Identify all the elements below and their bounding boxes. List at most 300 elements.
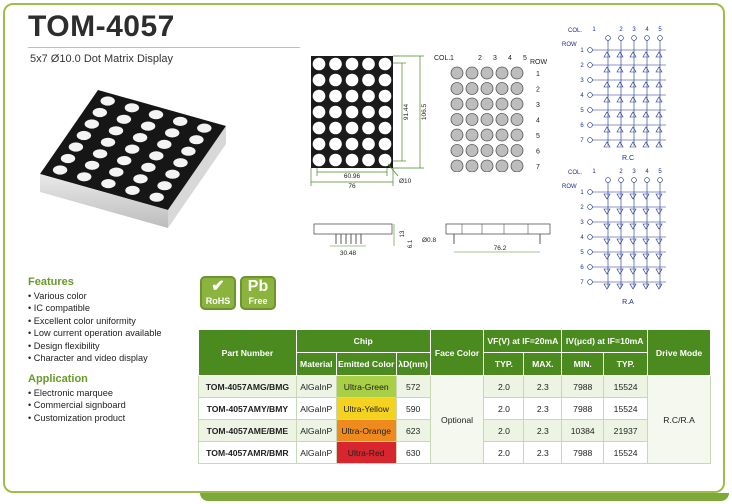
led-diode-icon bbox=[604, 239, 610, 244]
title-divider bbox=[28, 47, 300, 48]
dim-side-height-1: 13 bbox=[400, 230, 406, 238]
led-diode-icon bbox=[604, 82, 610, 87]
circuit-row-number: 6 bbox=[580, 123, 584, 129]
pinout-led-dot bbox=[466, 83, 478, 95]
side-view-pins-drawing bbox=[308, 222, 418, 260]
led-diode-icon bbox=[617, 52, 623, 57]
photo-led-dot bbox=[141, 122, 155, 131]
features-list bbox=[28, 290, 161, 364]
front-led-dot bbox=[346, 122, 359, 135]
pinout-row-number: 7 bbox=[536, 164, 540, 171]
photo-led-dot bbox=[181, 147, 195, 156]
photo-led-dot bbox=[109, 126, 123, 135]
front-led-dot bbox=[379, 74, 392, 87]
circuit-row-number: 5 bbox=[580, 108, 584, 114]
led-diode-icon bbox=[604, 224, 610, 229]
led-diode-icon bbox=[630, 194, 636, 199]
led-diode-icon bbox=[617, 209, 623, 214]
led-diode-icon bbox=[604, 127, 610, 132]
photo-led-dot bbox=[173, 158, 187, 167]
led-diode-icon bbox=[656, 194, 662, 199]
photo-led-dot bbox=[173, 117, 187, 126]
photo-led-dot bbox=[157, 140, 171, 149]
led-diode-icon bbox=[604, 254, 610, 259]
vf-typ-cell: 2.0 bbox=[484, 420, 524, 442]
free-label: Free bbox=[248, 296, 268, 306]
circuit-col-number: 5 bbox=[658, 169, 662, 175]
led-diode-icon bbox=[617, 112, 623, 117]
led-diode-icon bbox=[643, 97, 649, 102]
circuit-pin-icon bbox=[588, 205, 593, 210]
front-led-dot bbox=[329, 90, 342, 103]
circuit-row-number: 2 bbox=[580, 63, 584, 69]
header-lambda: λD(nm) bbox=[396, 353, 430, 376]
application-item: • Customization product bbox=[28, 412, 126, 424]
circuit-pin-icon bbox=[588, 108, 593, 113]
front-led-dot bbox=[346, 138, 359, 151]
vf-max-cell: 2.3 bbox=[524, 420, 562, 442]
pinout-row-number: 3 bbox=[536, 102, 540, 109]
circuit-pin-icon bbox=[588, 220, 593, 225]
side-view-width-drawing bbox=[420, 222, 560, 260]
led-diode-icon bbox=[630, 239, 636, 244]
vf-typ-cell: 2.0 bbox=[484, 398, 524, 420]
lambda-cell: 590 bbox=[396, 398, 430, 420]
front-led-dot bbox=[313, 58, 326, 71]
circuit-row-number: 6 bbox=[580, 265, 584, 271]
led-diode-icon bbox=[643, 194, 649, 199]
led-diode-icon bbox=[617, 82, 623, 87]
material-cell: AlGaInP bbox=[296, 420, 336, 442]
circuit-pin-icon bbox=[606, 36, 611, 41]
circuit-row-number: 1 bbox=[580, 190, 584, 196]
dim-height-outer: 106.5 bbox=[421, 103, 428, 121]
circuit-pin-icon bbox=[632, 36, 637, 41]
photo-led-dot bbox=[53, 165, 67, 174]
front-led-dot bbox=[329, 154, 342, 167]
pinout-led-dot bbox=[481, 129, 493, 141]
front-led-dot bbox=[379, 138, 392, 151]
led-diode-icon bbox=[630, 127, 636, 132]
front-led-dot bbox=[329, 74, 342, 87]
pinout-led-dot bbox=[496, 98, 508, 110]
feature-item: • Excellent color uniformity bbox=[28, 315, 161, 327]
feature-item: • IC compatible bbox=[28, 302, 161, 314]
frame-accent-bar bbox=[200, 493, 729, 501]
pinout-led-dot bbox=[496, 114, 508, 126]
iv-min-cell: 7988 bbox=[562, 376, 604, 398]
led-diode-icon bbox=[643, 254, 649, 259]
pinout-led-dot bbox=[511, 67, 523, 79]
front-led-dot bbox=[362, 58, 375, 71]
photo-led-dot bbox=[165, 128, 179, 137]
dim-side-height-2: 6.1 bbox=[408, 239, 414, 249]
feature-item: • Design flexibility bbox=[28, 340, 161, 352]
pinout-row-number: 5 bbox=[536, 133, 540, 140]
front-led-dot bbox=[362, 74, 375, 87]
pinout-led-dot bbox=[511, 129, 523, 141]
dim-height-inner: 91.44 bbox=[403, 103, 410, 121]
photo-led-dot bbox=[117, 115, 131, 124]
led-diode-icon bbox=[604, 142, 610, 147]
header-iv: IV(μcd) at IF=10mA bbox=[562, 330, 648, 353]
pinout-row-number: 4 bbox=[536, 117, 540, 125]
pinout-led-dot bbox=[511, 83, 523, 95]
photo-led-dot bbox=[125, 186, 139, 195]
pinout-col-number: 4 bbox=[508, 55, 512, 62]
photo-led-dot bbox=[101, 138, 115, 147]
circuit-pin-icon bbox=[588, 280, 593, 285]
circuit-pin-icon bbox=[658, 36, 663, 41]
circuit-pin-icon bbox=[588, 265, 593, 270]
front-led-dot bbox=[379, 122, 392, 135]
front-led-dot bbox=[379, 58, 392, 71]
drive-mode-cell: R.C/R.A bbox=[648, 376, 711, 464]
pinout-led-dot bbox=[481, 98, 493, 110]
pinout-led-dot bbox=[481, 67, 493, 79]
circuit-row-number: 7 bbox=[580, 138, 584, 144]
iv-typ-cell: 15524 bbox=[604, 376, 648, 398]
circuit-col-number: 4 bbox=[645, 169, 649, 175]
led-diode-icon bbox=[630, 224, 636, 229]
pinout-led-dot bbox=[496, 83, 508, 95]
front-led-dot bbox=[329, 122, 342, 135]
circuit-pin-icon bbox=[619, 36, 624, 41]
photo-led-dot bbox=[101, 179, 115, 188]
led-diode-icon bbox=[617, 239, 623, 244]
pinout-led-dot bbox=[451, 145, 463, 157]
header-vf-typ: TYP. bbox=[484, 353, 524, 376]
features-heading: Features bbox=[28, 276, 74, 288]
circuit-row-number: 3 bbox=[580, 220, 584, 226]
led-diode-icon bbox=[604, 194, 610, 199]
front-led-dot bbox=[379, 90, 392, 103]
product-photo bbox=[38, 78, 228, 248]
emitted-color-cell: Ultra-Red bbox=[336, 442, 396, 464]
led-diode-icon bbox=[643, 284, 649, 289]
circuit-col-number: 2 bbox=[619, 27, 623, 33]
front-led-dot bbox=[329, 106, 342, 119]
rohs-badge bbox=[200, 276, 236, 310]
iv-typ-cell: 15524 bbox=[604, 398, 648, 420]
led-diode-icon bbox=[656, 284, 662, 289]
pinout-led-dot bbox=[451, 114, 463, 126]
led-diode-icon bbox=[643, 239, 649, 244]
circuit-ra-col-label: COL. bbox=[568, 170, 583, 176]
photo-led-dot bbox=[109, 168, 123, 177]
front-led-dot bbox=[346, 74, 359, 87]
circuit-pin-icon bbox=[658, 178, 663, 183]
led-diode-icon bbox=[643, 224, 649, 229]
circuit-rc-diagram bbox=[562, 22, 672, 162]
feature-item: • Character and video display bbox=[28, 352, 161, 364]
circuit-row-number: 2 bbox=[580, 205, 584, 211]
pinout-row-number: 1 bbox=[536, 71, 540, 78]
pinout-led-dot bbox=[511, 98, 523, 110]
led-diode-icon bbox=[643, 112, 649, 117]
circuit-pin-icon bbox=[588, 235, 593, 240]
dim-width-inner: 60.96 bbox=[343, 173, 361, 180]
pinout-led-dot bbox=[496, 160, 508, 172]
lambda-cell: 630 bbox=[396, 442, 430, 464]
spec-table-body bbox=[199, 376, 711, 464]
vf-max-cell: 2.3 bbox=[524, 398, 562, 420]
vf-max-cell: 2.3 bbox=[524, 442, 562, 464]
photo-led-dot bbox=[133, 133, 147, 142]
header-face-color: Face Color bbox=[430, 330, 484, 376]
circuit-col-number: 3 bbox=[632, 169, 636, 175]
pinout-led-dot bbox=[511, 145, 523, 157]
circuit-rc-title: R.C bbox=[621, 155, 635, 162]
pinout-grid-drawing bbox=[432, 50, 560, 172]
pinout-led-dot bbox=[466, 160, 478, 172]
led-diode-icon bbox=[643, 127, 649, 132]
photo-led-dot bbox=[141, 163, 155, 172]
circuit-rc-row-label: ROW bbox=[562, 42, 577, 48]
emitted-color-cell: Ultra-Yellow bbox=[336, 398, 396, 420]
front-led-dot bbox=[313, 154, 326, 167]
pinout-led-dot bbox=[466, 114, 478, 126]
front-view-drawing bbox=[300, 48, 430, 188]
vf-typ-cell: 2.0 bbox=[484, 376, 524, 398]
circuit-pin-icon bbox=[588, 93, 593, 98]
iv-min-cell: 7988 bbox=[562, 398, 604, 420]
material-cell: AlGaInP bbox=[296, 442, 336, 464]
material-cell: AlGaInP bbox=[296, 398, 336, 420]
circuit-rc-matrix bbox=[580, 27, 666, 147]
led-diode-icon bbox=[656, 127, 662, 132]
pinout-led-dot bbox=[451, 83, 463, 95]
led-diode-icon bbox=[630, 97, 636, 102]
photo-led-dot bbox=[149, 110, 163, 119]
pinout-led-dot bbox=[511, 160, 523, 172]
front-led-dot bbox=[379, 106, 392, 119]
led-diode-icon bbox=[656, 142, 662, 147]
feature-item: • Low current operation available bbox=[28, 327, 161, 339]
pinout-led-dot bbox=[481, 114, 493, 126]
circuit-ra-row-label: ROW bbox=[562, 184, 577, 190]
circuit-row-number: 3 bbox=[580, 78, 584, 84]
circuit-pin-icon bbox=[588, 138, 593, 143]
led-diode-icon bbox=[656, 67, 662, 72]
circuit-ra-diagram bbox=[562, 164, 672, 306]
header-material: Material bbox=[296, 353, 336, 376]
front-led-dot bbox=[362, 106, 375, 119]
circuit-rc-col-label: COL. bbox=[568, 28, 583, 34]
led-diode-icon bbox=[617, 269, 623, 274]
part-number-cell: TOM-4057AMY/BMY bbox=[199, 398, 297, 420]
photo-led-dot bbox=[93, 149, 107, 158]
photo-led-dot bbox=[101, 96, 115, 105]
lambda-cell: 623 bbox=[396, 420, 430, 442]
pinout-col-number: 5 bbox=[523, 55, 527, 62]
led-diode-icon bbox=[617, 194, 623, 199]
pinout-led-dot bbox=[466, 67, 478, 79]
front-led-dot bbox=[346, 90, 359, 103]
led-diode-icon bbox=[630, 209, 636, 214]
application-list bbox=[28, 387, 126, 424]
header-iv-typ: TYP. bbox=[604, 353, 648, 376]
front-led-dot bbox=[313, 122, 326, 135]
led-diode-icon bbox=[656, 52, 662, 57]
led-diode-icon bbox=[643, 269, 649, 274]
front-led-dot bbox=[313, 106, 326, 119]
pinout-led-dot bbox=[496, 67, 508, 79]
led-diode-icon bbox=[630, 82, 636, 87]
led-diode-icon bbox=[617, 97, 623, 102]
circuit-col-number: 4 bbox=[645, 27, 649, 33]
led-diode-icon bbox=[604, 209, 610, 214]
part-number-cell: TOM-4057AMG/BMG bbox=[199, 376, 297, 398]
photo-led-dot bbox=[77, 172, 91, 181]
pinout-col-number: 2 bbox=[478, 55, 482, 62]
photo-led-dot bbox=[189, 135, 203, 144]
circuit-row-number: 4 bbox=[580, 235, 584, 241]
pinout-led-dots bbox=[451, 67, 523, 172]
circuit-ra-matrix bbox=[580, 169, 666, 289]
pinout-row-label: ROW bbox=[530, 59, 548, 66]
led-diode-icon bbox=[656, 224, 662, 229]
circuit-pin-icon bbox=[632, 178, 637, 183]
circuit-col-number: 1 bbox=[592, 169, 596, 175]
led-diode-icon bbox=[617, 67, 623, 72]
photo-led-dot bbox=[157, 181, 171, 190]
pinout-led-dot bbox=[496, 129, 508, 141]
led-diode-icon bbox=[630, 254, 636, 259]
part-number-cell: TOM-4057AME/BME bbox=[199, 420, 297, 442]
led-diode-icon bbox=[656, 239, 662, 244]
led-diode-icon bbox=[656, 254, 662, 259]
led-diode-icon bbox=[656, 112, 662, 117]
header-chip: Chip bbox=[296, 330, 430, 353]
pinout-led-dot bbox=[481, 83, 493, 95]
header-part-number: Part Number bbox=[199, 330, 297, 376]
iv-typ-cell: 15524 bbox=[604, 442, 648, 464]
feature-item: • Various color bbox=[28, 290, 161, 302]
photo-led-dot bbox=[61, 154, 75, 163]
front-led-dot bbox=[362, 122, 375, 135]
application-item: • Commercial signboard bbox=[28, 399, 126, 411]
photo-led-dot bbox=[77, 131, 91, 140]
led-diode-icon bbox=[630, 52, 636, 57]
led-diode-icon bbox=[656, 269, 662, 274]
front-led-dot bbox=[346, 58, 359, 71]
product-subtitle: 5x7 Ø10.0 Dot Matrix Display bbox=[30, 53, 174, 65]
front-led-dot bbox=[362, 138, 375, 151]
circuit-col-number: 5 bbox=[658, 27, 662, 33]
spec-row bbox=[199, 376, 711, 398]
circuit-row-number: 5 bbox=[580, 250, 584, 256]
front-led-dot bbox=[362, 154, 375, 167]
front-led-dot bbox=[329, 58, 342, 71]
material-cell: AlGaInP bbox=[296, 376, 336, 398]
photo-led-dot bbox=[125, 145, 139, 154]
led-diode-icon bbox=[643, 82, 649, 87]
iv-typ-cell: 21937 bbox=[604, 420, 648, 442]
dim-dot-diameter: Ø10 bbox=[399, 178, 412, 185]
led-diode-icon bbox=[617, 224, 623, 229]
photo-led-dot bbox=[133, 174, 147, 183]
front-led-dot bbox=[362, 90, 375, 103]
photo-led-dot bbox=[125, 103, 139, 112]
photo-led-dot bbox=[150, 193, 164, 202]
photo-led-dot bbox=[69, 142, 83, 151]
pinout-row-number: 6 bbox=[536, 148, 540, 156]
photo-led-dot bbox=[93, 108, 107, 117]
emitted-color-cell: Ultra-Green bbox=[336, 376, 396, 398]
pinout-led-dot bbox=[481, 160, 493, 172]
pinout-row-numbers bbox=[536, 71, 540, 171]
led-diode-icon bbox=[604, 284, 610, 289]
circuit-pin-icon bbox=[588, 123, 593, 128]
emitted-color-cell: Ultra-Orange bbox=[336, 420, 396, 442]
front-led-dot bbox=[313, 74, 326, 87]
application-heading: Application bbox=[28, 373, 88, 385]
header-vf: VF(V) at IF=20mA bbox=[484, 330, 562, 353]
vf-max-cell: 2.3 bbox=[524, 376, 562, 398]
lambda-cell: 572 bbox=[396, 376, 430, 398]
pinout-row-number: 2 bbox=[536, 86, 540, 94]
led-diode-icon bbox=[643, 67, 649, 72]
pb-label: Pb bbox=[247, 278, 269, 295]
circuit-col-number: 2 bbox=[619, 169, 623, 175]
pinout-led-dot bbox=[451, 129, 463, 141]
circuit-pin-icon bbox=[619, 178, 624, 183]
photo-led-dot bbox=[85, 161, 99, 170]
header-emitted-color: Emitted Color bbox=[336, 353, 396, 376]
pinout-led-dot bbox=[466, 98, 478, 110]
dim-pin-pitch: 30.48 bbox=[339, 250, 357, 257]
led-diode-icon bbox=[617, 254, 623, 259]
led-diode-icon bbox=[604, 52, 610, 57]
front-led-dot bbox=[313, 138, 326, 151]
led-diode-icon bbox=[617, 127, 623, 132]
front-led-dot bbox=[379, 154, 392, 167]
circuit-row-number: 4 bbox=[580, 93, 584, 99]
circuit-pin-icon bbox=[588, 190, 593, 195]
lead-free-badge bbox=[240, 276, 276, 310]
front-led-dot bbox=[329, 138, 342, 151]
face-color-cell: Optional bbox=[430, 376, 484, 464]
led-diode-icon bbox=[604, 67, 610, 72]
circuit-pin-icon bbox=[588, 250, 593, 255]
photo-led-dot bbox=[165, 170, 179, 179]
front-led-dot bbox=[313, 90, 326, 103]
led-diode-icon bbox=[617, 142, 623, 147]
pinout-col-number: 1 bbox=[450, 55, 454, 62]
circuit-pin-icon bbox=[645, 36, 650, 41]
led-diode-icon bbox=[656, 82, 662, 87]
dim-width-outer: 76 bbox=[348, 183, 356, 188]
photo-led-dot bbox=[117, 156, 131, 165]
circuit-pin-icon bbox=[588, 78, 593, 83]
spec-table bbox=[198, 329, 711, 464]
vf-typ-cell: 2.0 bbox=[484, 442, 524, 464]
front-led-dot bbox=[346, 106, 359, 119]
photo-led-dot bbox=[197, 124, 211, 133]
dim-pin-diameter: Ø0.8 bbox=[422, 237, 437, 244]
iv-min-cell: 10384 bbox=[562, 420, 604, 442]
led-diode-icon bbox=[604, 269, 610, 274]
led-diode-icon bbox=[643, 209, 649, 214]
circuit-pin-icon bbox=[645, 178, 650, 183]
product-title: TOM-4057 bbox=[28, 10, 175, 43]
led-diode-icon bbox=[630, 269, 636, 274]
photo-led-dot bbox=[149, 151, 163, 160]
circuit-row-number: 1 bbox=[580, 48, 584, 54]
circuit-ra-title: R.A bbox=[622, 299, 634, 306]
led-diode-icon bbox=[617, 284, 623, 289]
